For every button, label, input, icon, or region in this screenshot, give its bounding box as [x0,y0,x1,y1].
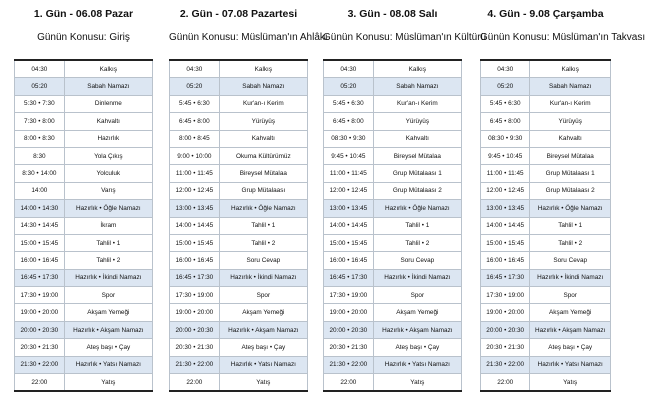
time-cell: 6:45 • 8:00 [481,113,530,130]
schedule-row [324,165,462,182]
schedule-row [324,252,462,269]
activity-cell: Hazırlık • Akşam Namazı [219,321,307,338]
activity-cell: Hazırlık • Yatsı Namazı [219,356,307,373]
schedule-row [15,287,153,304]
time-cell: 9:45 • 10:45 [481,147,530,164]
activity-cell: Hazırlık • Akşam Namazı [530,321,611,338]
activity-cell: Kalkış [530,60,611,78]
activity-cell: Ateş başı • Çay [530,339,611,356]
schedule-row [170,147,308,164]
time-cell: 14:00 • 14:30 [15,200,65,217]
schedule-row [324,304,462,321]
schedule-row [481,234,611,251]
activity-cell: Kur'an-ı Kerim [530,95,611,112]
activity-cell: Yatış [373,374,461,392]
time-cell: 13:00 • 13:45 [324,200,374,217]
time-cell: 6:45 • 8:00 [324,113,374,130]
activity-cell: Yürüyüş [219,113,307,130]
time-cell: 8:00 • 8:30 [15,130,65,147]
activity-cell: Hazırlık • İkindi Namazı [373,269,461,286]
time-cell: 08:30 • 9:30 [481,130,530,147]
time-cell: 14:00 • 14:45 [170,217,220,234]
time-cell: 19:00 • 20:00 [481,304,530,321]
activity-cell: Bireysel Mütalaa [530,147,611,164]
activity-cell: Hazırlık [64,130,152,147]
time-cell: 22:00 [324,374,374,392]
day-title: 2. Gün - 07.08 Pazartesi [179,8,298,20]
activity-cell: Soru Cevap [373,252,461,269]
schedule-row [324,78,462,95]
time-cell: 04:30 [170,60,220,78]
schedule-row [324,356,462,373]
schedule-row [481,356,611,373]
time-cell: 13:00 • 13:45 [170,200,220,217]
activity-cell: Hazırlık • Öğle Namazı [219,200,307,217]
activity-cell: Sabah Namazı [219,78,307,95]
time-cell: 15:00 • 15:45 [170,234,220,251]
schedule-row [170,321,308,338]
time-cell: 5:30 • 7:30 [15,95,65,112]
time-cell: 20:30 • 21:30 [170,339,220,356]
schedule-row [324,130,462,147]
time-cell: 8:00 • 8:45 [170,130,220,147]
activity-cell: Grup Mütalaası 1 [373,165,461,182]
time-cell: 19:00 • 20:00 [15,304,65,321]
time-cell: 17:30 • 19:00 [15,287,65,304]
time-cell: 9:00 • 10:00 [170,147,220,164]
schedule-body [170,60,308,391]
time-cell: 20:30 • 21:30 [481,339,530,356]
activity-cell: Tahlil • 1 [530,217,611,234]
activity-cell: Tahlil • 1 [64,234,152,251]
schedule-row [481,217,611,234]
time-cell: 5:45 • 6:30 [170,95,220,112]
time-cell: 21:30 • 22:00 [15,356,65,373]
time-cell: 14:00 [15,182,65,199]
activity-cell: Kur'an-ı Kerim [373,95,461,112]
schedule-table [323,59,462,392]
activity-cell: Hazırlık • Akşam Namazı [373,321,461,338]
day-title: 3. Gün - 08.08 Salı [347,8,438,20]
activity-cell: Akşam Yemeği [530,304,611,321]
activity-cell: Yatış [64,374,152,392]
schedule-row [170,269,308,286]
activity-cell: Varış [64,182,152,199]
activity-cell: Yatış [219,374,307,392]
activity-cell: Akşam Yemeği [373,304,461,321]
day-title: 4. Gün - 9.08 Çarşamba [487,8,604,20]
time-cell: 16:45 • 17:30 [481,269,530,286]
time-cell: 16:45 • 17:30 [170,269,220,286]
activity-cell: Yürüyüş [373,113,461,130]
activity-cell: Ateş başı • Çay [64,339,152,356]
schedule-row [15,217,153,234]
schedule-row [324,321,462,338]
time-cell: 8:30 [15,147,65,164]
activity-cell: Grup Mütalaası 1 [530,165,611,182]
schedule-body [481,60,611,391]
time-cell: 21:30 • 22:00 [324,356,374,373]
time-cell: 5:45 • 6:30 [324,95,374,112]
time-cell: 12:00 • 12:45 [324,182,374,199]
day-topic: Günün Konusu: Giriş [37,32,130,43]
activity-cell: Kahvaltı [64,113,152,130]
time-cell: 08:30 • 9:30 [324,130,374,147]
schedule-body [324,60,462,391]
time-cell: 17:30 • 19:00 [481,287,530,304]
schedule-row [481,321,611,338]
schedule-row [170,234,308,251]
schedule-row [324,95,462,112]
time-cell: 6:45 • 8:00 [170,113,220,130]
schedule-row [481,95,611,112]
schedule-row [481,78,611,95]
activity-cell: Tahlil • 2 [373,234,461,251]
activity-cell: Grup Mütalaası 2 [373,182,461,199]
activity-cell: Spor [373,287,461,304]
activity-cell: Hazırlık • Yatsı Namazı [64,356,152,373]
time-cell: 20:00 • 20:30 [481,321,530,338]
schedule-row [170,78,308,95]
time-cell: 19:00 • 20:00 [324,304,374,321]
schedule-row [15,182,153,199]
schedule-row [15,374,153,392]
activity-cell: Kahvaltı [219,130,307,147]
schedule-row [15,234,153,251]
activity-cell: Grup Mütalaası [219,182,307,199]
activity-cell: Yola Çıkış [64,147,152,164]
time-cell: 5:45 • 6:30 [481,95,530,112]
schedule-row [15,60,153,78]
time-cell: 04:30 [324,60,374,78]
schedule-row [324,269,462,286]
time-cell: 17:30 • 19:00 [324,287,374,304]
schedule-row [170,217,308,234]
schedule-row [481,287,611,304]
schedule-row [15,78,153,95]
time-cell: 05:20 [170,78,220,95]
time-cell: 15:00 • 15:45 [15,234,65,251]
activity-cell: Dinlenme [64,95,152,112]
schedule-row [481,182,611,199]
activity-cell: Soru Cevap [530,252,611,269]
schedule-row [15,165,153,182]
day-title: 1. Gün - 06.08 Pazar [33,8,134,20]
activity-cell: Spor [530,287,611,304]
activity-cell: Ateş başı • Çay [219,339,307,356]
activity-cell: Yatış [530,374,611,392]
activity-cell: Kalkış [64,60,152,78]
time-cell: 9:45 • 10:45 [324,147,374,164]
schedule-row [481,374,611,392]
time-cell: 20:30 • 21:30 [324,339,374,356]
schedule-row [170,304,308,321]
schedule-row [324,113,462,130]
schedule-row [324,339,462,356]
schedule-row [170,113,308,130]
activity-cell: Ateş başı • Çay [373,339,461,356]
activity-cell: Akşam Yemeği [219,304,307,321]
activity-cell: Hazırlık • İkindi Namazı [64,269,152,286]
schedule-row [481,252,611,269]
activity-cell: Hazırlık • Akşam Namazı [64,321,152,338]
time-cell: 11:00 • 11:45 [481,165,530,182]
activity-cell: Kalkış [219,60,307,78]
day-topic: Günün Konusu: Müslüman'ın Takvası [480,32,645,43]
schedule-table [480,59,611,392]
time-cell: 22:00 [481,374,530,392]
activity-cell: Tahlil • 2 [219,234,307,251]
schedule-row [170,200,308,217]
schedule-row [481,339,611,356]
time-cell: 11:00 • 11:45 [324,165,374,182]
schedule-row [15,147,153,164]
schedule-row [170,182,308,199]
schedule-row [15,200,153,217]
schedule-row [324,60,462,78]
time-cell: 04:30 [15,60,65,78]
activity-cell: Tahlil • 2 [64,252,152,269]
time-cell: 16:00 • 16:45 [170,252,220,269]
activity-cell: İkram [64,217,152,234]
activity-cell: Yolculuk [64,165,152,182]
schedule-row [324,147,462,164]
schedule-row [15,304,153,321]
schedule-table [14,59,153,392]
activity-cell: Hazırlık • Yatsı Namazı [530,356,611,373]
activity-cell: Tahlil • 1 [373,217,461,234]
activity-cell: Yürüyüş [530,113,611,130]
schedule-row [15,252,153,269]
schedule-row [324,287,462,304]
activity-cell: Kahvaltı [373,130,461,147]
time-cell: 21:30 • 22:00 [481,356,530,373]
time-cell: 15:00 • 15:45 [481,234,530,251]
time-cell: 11:00 • 11:45 [170,165,220,182]
schedule-row [481,200,611,217]
schedule-row [481,147,611,164]
activity-cell: Kur'an-ı Kerim [219,95,307,112]
time-cell: 17:30 • 19:00 [170,287,220,304]
schedule-row [481,165,611,182]
schedule-row [15,339,153,356]
time-cell: 8:30 • 14:00 [15,165,65,182]
time-cell: 21:30 • 22:00 [170,356,220,373]
schedule-row [170,252,308,269]
time-cell: 20:00 • 20:30 [324,321,374,338]
time-cell: 05:20 [15,78,65,95]
schedule-row [15,113,153,130]
time-cell: 05:20 [324,78,374,95]
time-cell: 16:00 • 16:45 [324,252,374,269]
time-cell: 16:45 • 17:30 [15,269,65,286]
schedule-row [324,217,462,234]
activity-cell: Akşam Yemeği [64,304,152,321]
time-cell: 15:00 • 15:45 [324,234,374,251]
activity-cell: Grup Mütalaası 2 [530,182,611,199]
activity-cell: Sabah Namazı [64,78,152,95]
schedule-row [15,95,153,112]
schedule-body [15,60,153,391]
schedule-row [15,269,153,286]
schedule-row [170,339,308,356]
activity-cell: Bireysel Mütalaa [219,165,307,182]
schedule-row [481,269,611,286]
schedule-row [170,60,308,78]
time-cell: 14:30 • 14:45 [15,217,65,234]
day-topic: Günün Konusu: Müslüman'ın Kültürü [323,32,487,43]
time-cell: 20:30 • 21:30 [15,339,65,356]
time-cell: 19:00 • 20:00 [170,304,220,321]
activity-cell: Bireysel Mütalaa [373,147,461,164]
schedule-row [170,287,308,304]
schedule-row [324,234,462,251]
time-cell: 12:00 • 12:45 [481,182,530,199]
schedule-row [170,165,308,182]
schedule-row [15,356,153,373]
day-topic: Günün Konusu: Müslüman'ın Ahlâkı [169,32,328,43]
activity-cell: Sabah Namazı [373,78,461,95]
activity-cell: Hazırlık • Öğle Namazı [530,200,611,217]
activity-cell: Tahlil • 2 [530,234,611,251]
activity-cell: Spor [64,287,152,304]
schedule-row [15,321,153,338]
schedule-row [170,95,308,112]
time-cell: 22:00 [15,374,65,392]
activity-cell: Hazırlık • Öğle Namazı [64,200,152,217]
activity-cell: Kalkış [373,60,461,78]
time-cell: 22:00 [170,374,220,392]
time-cell: 14:00 • 14:45 [324,217,374,234]
time-cell: 12:00 • 12:45 [170,182,220,199]
schedule-row [324,182,462,199]
schedule-row [324,374,462,392]
activity-cell: Tahlil • 1 [219,217,307,234]
schedule-row [170,356,308,373]
time-cell: 05:20 [481,78,530,95]
activity-cell: Kahvaltı [530,130,611,147]
schedule-row [481,130,611,147]
activity-cell: Okuma Kültürümüz [219,147,307,164]
schedule-table [169,59,308,392]
schedule-row [15,130,153,147]
activity-cell: Sabah Namazı [530,78,611,95]
time-cell: 16:00 • 16:45 [15,252,65,269]
time-cell: 14:00 • 14:45 [481,217,530,234]
activity-cell: Hazırlık • Yatsı Namazı [373,356,461,373]
time-cell: 16:45 • 17:30 [324,269,374,286]
schedule-row [481,113,611,130]
schedule-row [481,304,611,321]
time-cell: 7:30 • 8:00 [15,113,65,130]
activity-cell: Spor [219,287,307,304]
schedule-row [324,200,462,217]
activity-cell: Hazırlık • İkindi Namazı [530,269,611,286]
time-cell: 04:30 [481,60,530,78]
time-cell: 16:00 • 16:45 [481,252,530,269]
time-cell: 20:00 • 20:30 [170,321,220,338]
time-cell: 20:00 • 20:30 [15,321,65,338]
activity-cell: Soru Cevap [219,252,307,269]
schedule-row [481,60,611,78]
schedule-row [170,374,308,392]
activity-cell: Hazırlık • Öğle Namazı [373,200,461,217]
schedule-row [170,130,308,147]
time-cell: 13:00 • 13:45 [481,200,530,217]
activity-cell: Hazırlık • İkindi Namazı [219,269,307,286]
